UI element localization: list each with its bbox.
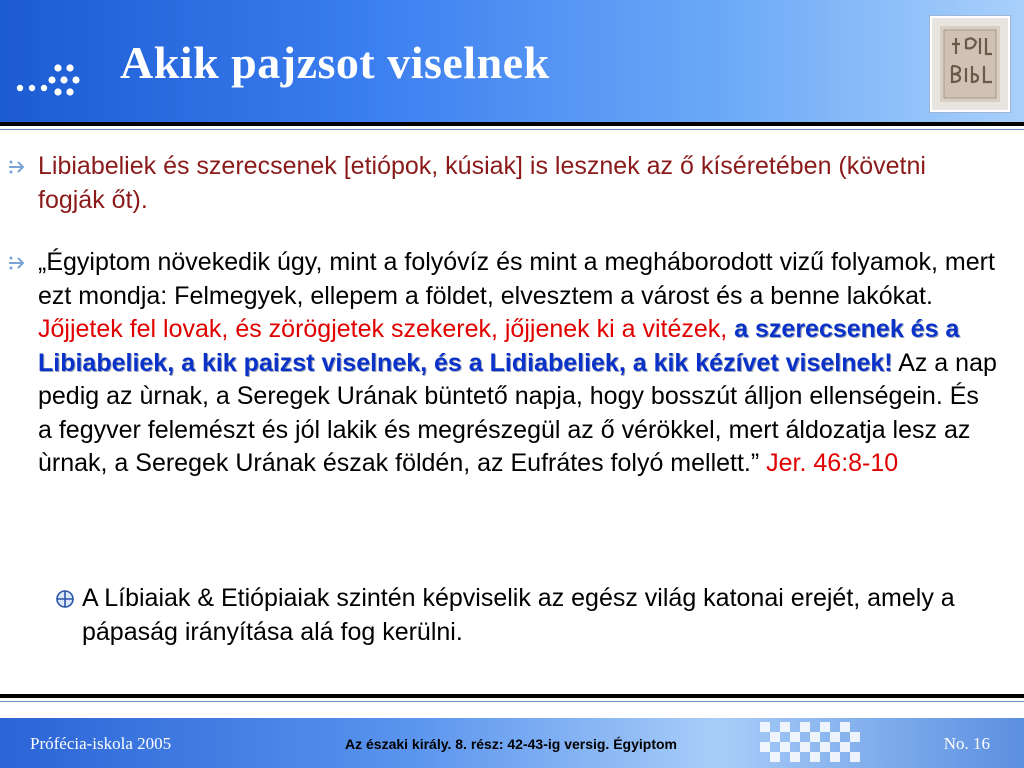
crosshair-bullet-icon (54, 588, 76, 610)
footer-topic: Az északi király. 8. rész: 42-43-ig versig. Égyiptom (345, 736, 677, 752)
quote-text: „Égyiptom növekedik úgy, mint a folyóvíz és mint a megháborodott vizű folyamok, mert ezt mondja: Felmegyek, ellepem a földet, elvesztem a várost és a benne lakókat. (38, 248, 995, 310)
scripture-reference: Jer. 46:8-10 (766, 449, 899, 477)
footer-divider-thin (0, 701, 1024, 702)
slide-number: No. 16 (943, 734, 990, 753)
header-divider-thin (0, 129, 1024, 130)
quote-text-red: Jőjjetek fel lovak, és zörögjetek szekerek, jőjjenek ki a vitézek, (38, 315, 735, 343)
checkerboard-decoration-icon (760, 722, 880, 764)
arrow-bullet-icon (6, 156, 28, 178)
slide-footer (0, 718, 1024, 768)
header-divider-thick (0, 122, 1024, 126)
arrow-bullet-icon (6, 252, 28, 274)
bible-image (930, 16, 1010, 112)
quote-text-continued: Az a nap pedig az ùrnak, a Seregek Urának büntető napja, hogy bosszút álljon ellenségein. És a fegyver felemészt és jól lakik és megrészegül az ő vérökkel, mert áldozatja lesz az ùrnak, a Seregek Urának észak földén, az Eufrátes folyó mellett.” (38, 348, 997, 477)
slide-title: Akik pajzsot viselnek (120, 37, 550, 88)
footer-school-name: Prófécia-iskola 2005 (30, 734, 172, 753)
footer-divider-thick (0, 694, 1024, 698)
holy-bible-icon (938, 24, 1002, 104)
sub-bullet-point: A Líbiaiak & Etiópiaiak szintén képviselik az egész világ katonai erejét, amely a pápaság irányítása alá fog kerülni. (82, 584, 955, 646)
bullet-point-2 (38, 246, 998, 481)
dots-logo-icon (14, 52, 84, 102)
bullet-point-1: Libiabeliek és szerecsenek [etiópok, kúsiak] is lesznek az ő kíséretében (követni fogják őt). (38, 152, 926, 214)
quote-text-emphasis: a szerecsenek és a Libiabeliek, a kik paizst viselnek, és a Lidiabeliek, a kik kézívet viselnek! (38, 315, 960, 377)
slide-header (0, 0, 1024, 122)
